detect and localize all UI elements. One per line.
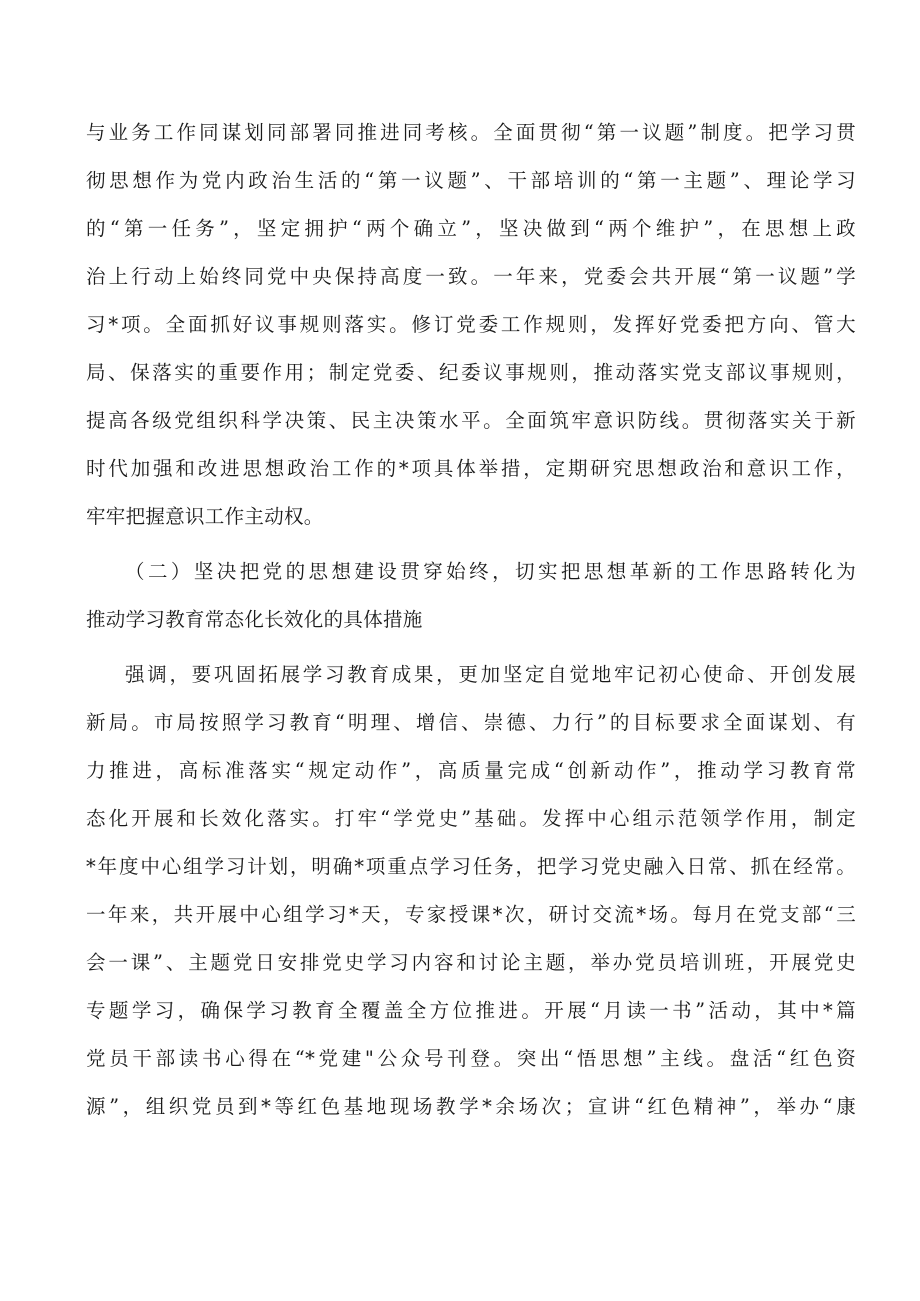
text-line: 力推进，高标准落实“规定动作”，高质量完成“创新动作”，推动学习教育常 (86, 759, 856, 782)
text-line: 时代加强和改进思想政治工作的*项具体举措，定期研究思想政治和意识工作， (86, 457, 856, 480)
paragraph-start: 强调，要巩固拓展学习教育成果，更加坚定自觉地牢记初心使命、开创发展 (125, 663, 856, 686)
text-line: 态化开展和长效化落实。打牢“学党史”基础。发挥中心组示范领学作用，制定 (86, 807, 856, 830)
text-line: 的“第一任务”，坚定拥护“两个确立”，坚决做到“两个维护”，在思想上政 (86, 217, 856, 240)
text-line: 治上行动上始终同党中央保持高度一致。一年来，党委会共开展“第一议题”学 (86, 265, 856, 288)
text-line: 党员干部读书心得在“*党建"公众号刊登。突出“悟思想”主线。盘活“红色资 (86, 1047, 856, 1070)
text-line: 一年来，共开展中心组学习*天，专家授课*次，研讨交流*场。每月在党支部“三 (86, 903, 856, 926)
text-line: 专题学习，确保学习教育全覆盖全方位推进。开展“月读一书”活动，其中*篇 (86, 999, 856, 1022)
section-heading: （二）坚决把党的思想建设贯穿始终，切实把思想革新的工作思路转化为 (125, 560, 856, 583)
text-line: 习*项。全面抓好议事规则落实。修订党委工作规则，发挥好党委把方向、管大 (86, 313, 856, 336)
text-line: 提高各级党组织科学决策、民主决策水平。全面筑牢意识防线。贯彻落实关于新 (86, 409, 856, 432)
section-heading-cont: 推动学习教育常态化长效化的具体措施 (86, 608, 423, 631)
text-line: 牢牢把握意识工作主动权。 (86, 505, 324, 528)
text-line: 会一课”、主题党日安排党史学习内容和讨论主题，举办党员培训班，开展党史 (86, 951, 856, 974)
text-line: *年度中心组学习计划，明确*项重点学习任务，把学习党史融入日常、抓在经常。 (86, 855, 856, 878)
text-line: 与业务工作同谋划同部署同推进同考核。全面贯彻“第一议题”制度。把学习贯 (86, 121, 856, 144)
text-line: 源”，组织党员到*等红色基地现场教学*余场次；宣讲“红色精神”，举办“康 (86, 1095, 856, 1118)
text-line: 彻思想作为党内政治生活的“第一议题”、干部培训的“第一主题”、理论学习 (86, 169, 856, 192)
text-line: 局、保落实的重要作用；制定党委、纪委议事规则，推动落实党支部议事规则， (86, 361, 856, 384)
text-line: 新局。市局按照学习教育“明理、增信、崇德、力行”的目标要求全面谋划、有 (86, 711, 856, 734)
